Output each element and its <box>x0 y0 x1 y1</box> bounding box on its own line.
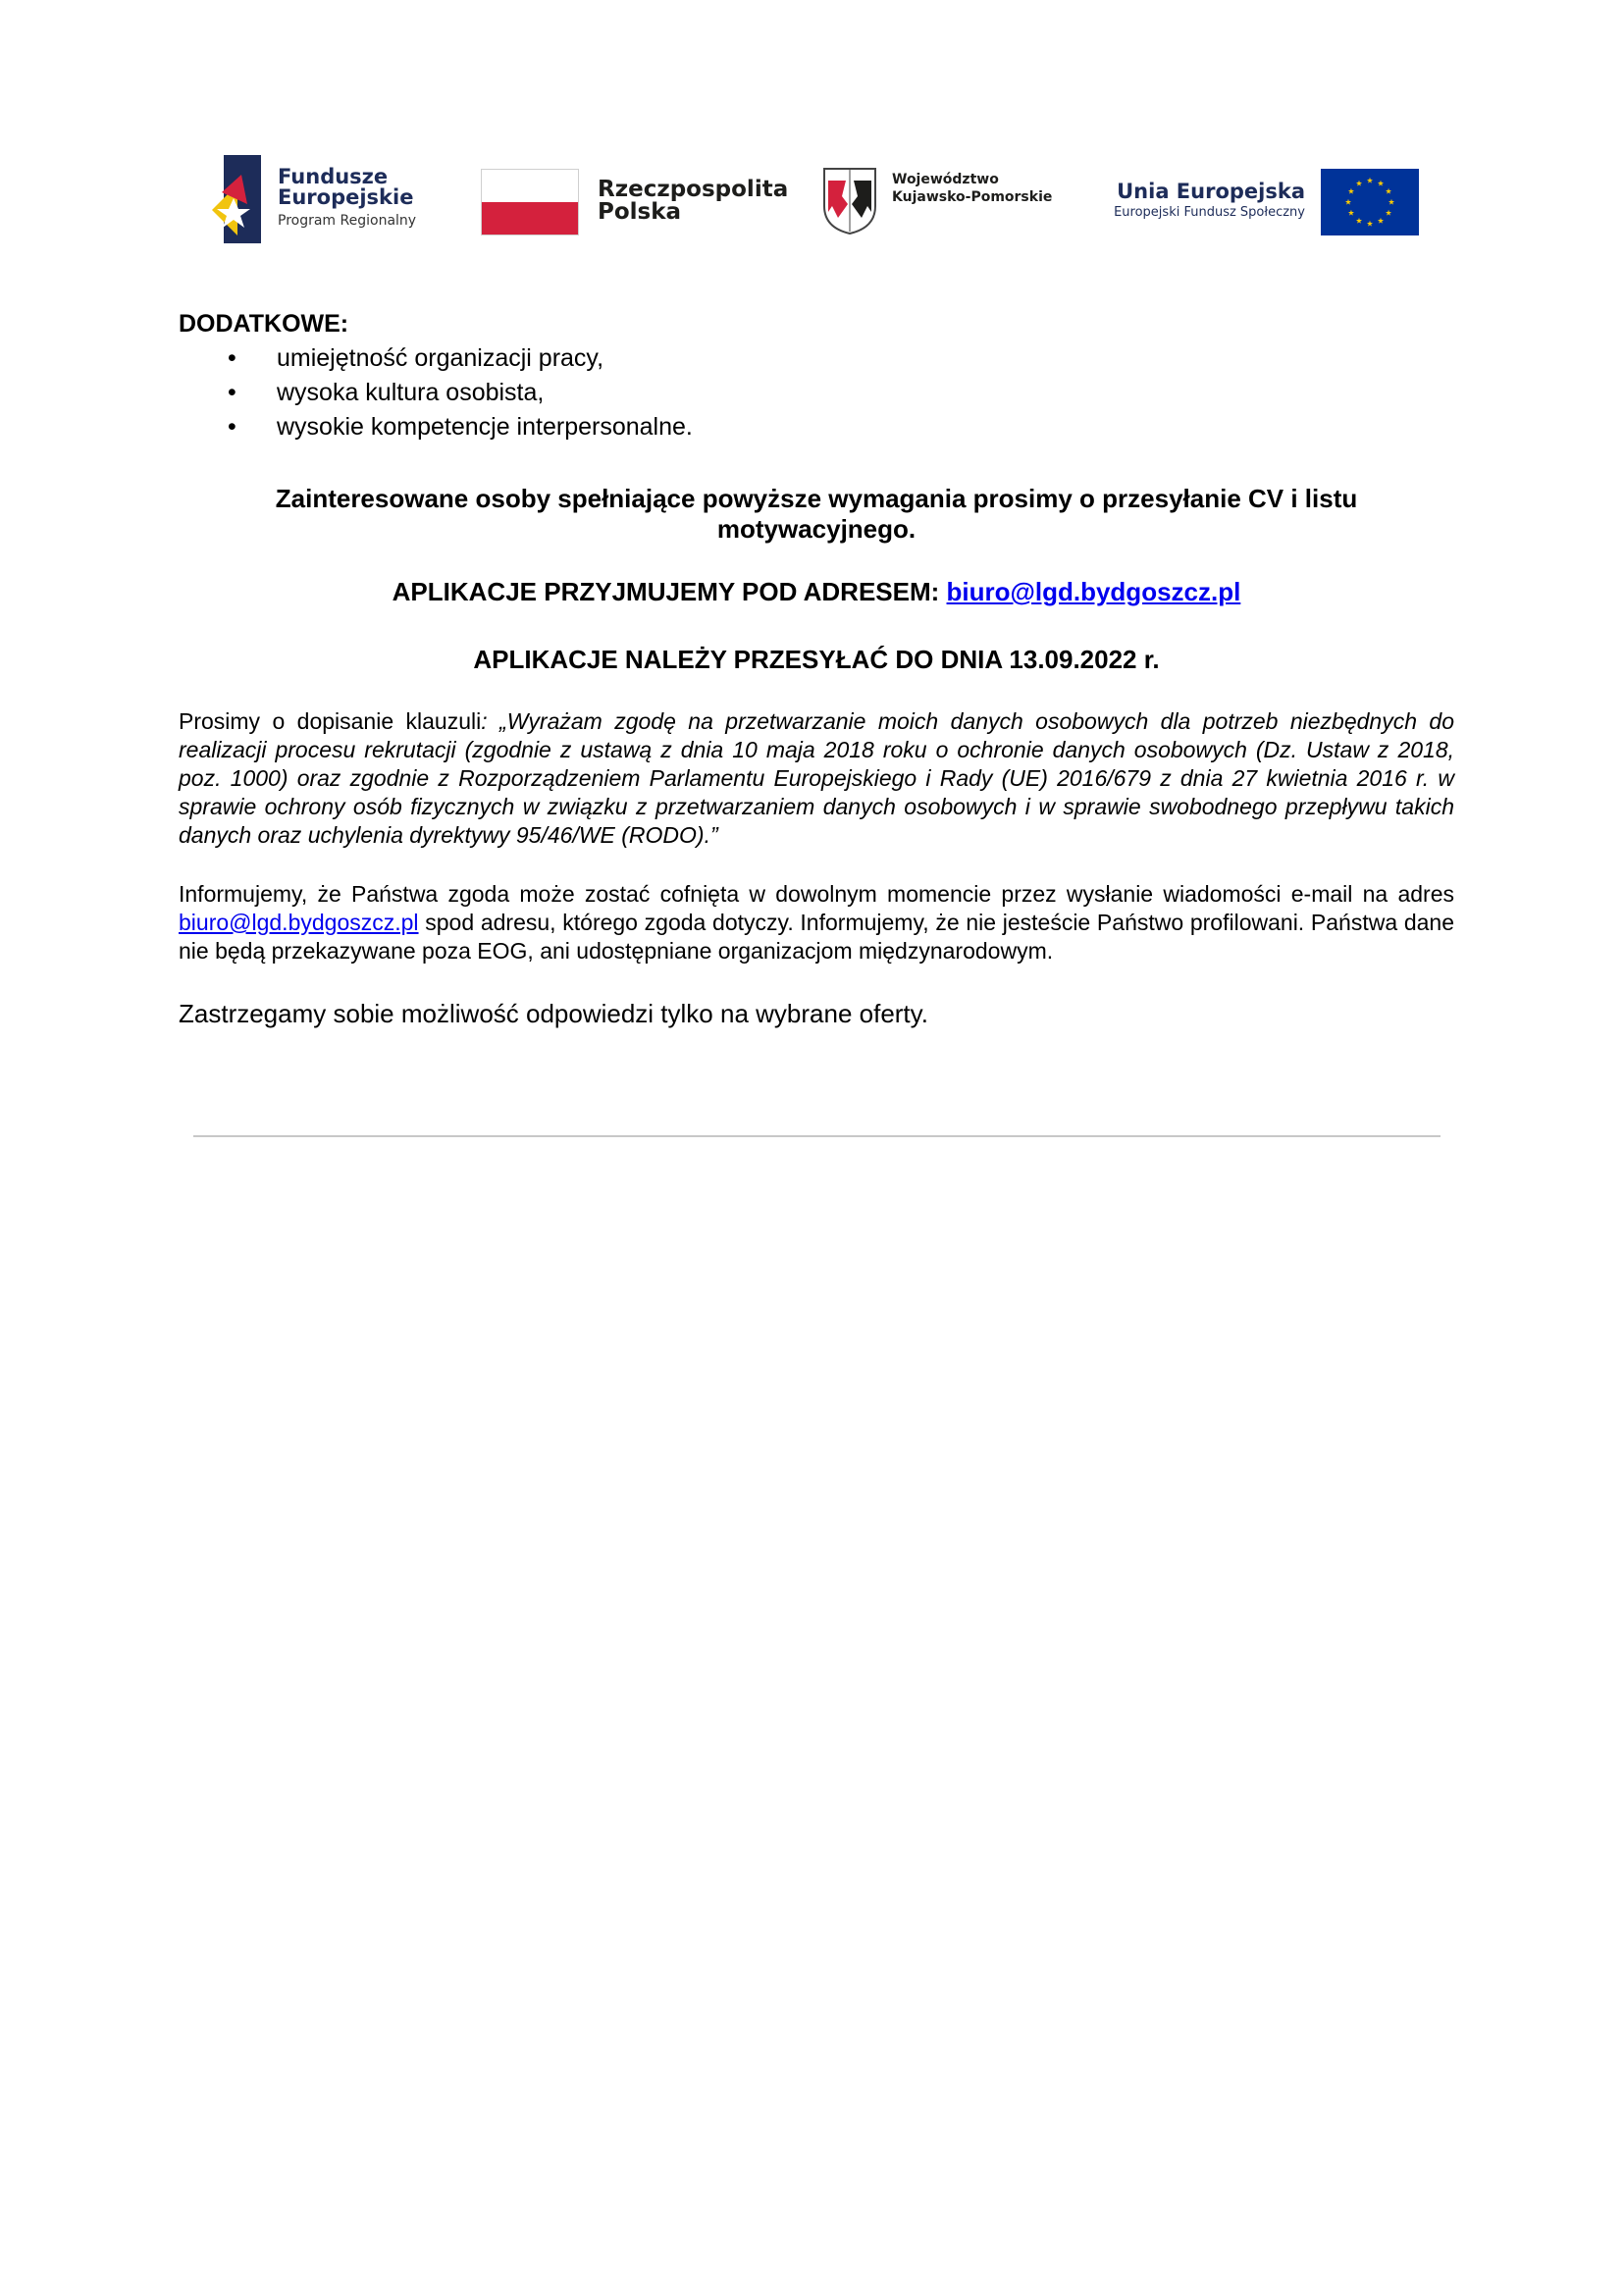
interest-paragraph: Zainteresowane osoby spełniające powyższe wymagania prosimy o przesyłanie CV i listu motywacyjnego. <box>275 484 1358 544</box>
deadline-line: APLIKACJE NALEŻY PRZESYŁAĆ DO DNIA 13.09.2022 r. <box>473 645 1160 674</box>
fundusze-europejskie-logo <box>212 155 261 243</box>
document-body <box>179 309 1454 1055</box>
list-item: • umiejętność organizacji pracy, <box>179 341 1454 376</box>
ue-line1: Unia Europejska <box>1117 180 1305 203</box>
clause-text: : „Wyrażam zgodę na przetwarzanie moich danych osobowych dla potrzeb niezbędnych do realizacji procesu rekrutacji (zgodnie z ustawą z dnia 10 maja 2018 roku o ochronie danych osobowych (Dz. Ustaw z 2018, poz. 1000) oraz zgodnie z Rozporządzeniem Parlamentu Europejskiego i Rady (UE) 2016/679 z dnia 27 kwietnia 2016 r. w sprawie ochrony osób fizycznych w związku z przetwarzaniem danych osobowych i w sprawie swobodnego przepływu takich danych oraz uchylenia dyrektywy 95/46/WE (RODO).” <box>179 708 1455 848</box>
address-line <box>179 577 1454 607</box>
fe-line1: Fundusze <box>278 165 389 188</box>
polish-flag-icon <box>481 169 579 235</box>
fe-line3: Program Regionalny <box>278 213 417 229</box>
list-item: • wysokie kompetencje interpersonalne. <box>179 410 1454 444</box>
information-paragraph <box>179 880 1454 965</box>
rzeczpospolita-text <box>598 179 788 224</box>
divider <box>193 1135 1441 1137</box>
address-label: APLIKACJE PRZYJMUJEMY POD ADRESEM: <box>392 577 947 606</box>
kp-line1: Województwo <box>892 172 999 187</box>
ue-line2: Europejski Fundusz Społeczny <box>1114 205 1305 220</box>
rp-line2: Polska <box>598 199 682 225</box>
consent-clause-paragraph <box>179 707 1454 850</box>
reservation-paragraph: Zastrzegamy sobie możliwość odpowiedzi tylko na wybrane oferty. <box>179 999 928 1028</box>
fe-line2: Europejskie <box>278 185 414 209</box>
clause-intro: Prosimy o dopisanie klauzuli <box>179 708 482 734</box>
inform-part1: Informujemy, że Państwa zgoda może zostać cofnięta w dowolnym momencie przez wysłanie wiadomości e-mail na adres <box>179 881 1454 907</box>
inform-part2: spod adresu, którego zgoda dotyczy. Informujemy, że nie jesteście Państwo profilowani. Państwa dane nie będą przekazywane poza EOG, ani udostępniane organizacjom międzynarodowym. <box>179 910 1454 964</box>
kujawsko-pomorskie-coat-of-arms-icon <box>822 167 877 235</box>
kp-line2: Kujawsko-Pomorskie <box>892 189 1053 205</box>
inform-email-link[interactable]: biuro@lgd.bydgoszcz.pl <box>179 910 419 935</box>
eu-flag-icon <box>1321 169 1419 235</box>
rp-line1: Rzeczpospolita <box>598 177 789 202</box>
list-item: • wysoka kultura osobista, <box>179 376 1454 410</box>
email-link[interactable]: biuro@lgd.bydgoszcz.pl <box>946 577 1241 606</box>
requirements-list <box>179 341 1454 444</box>
fundusze-europejskie-text <box>278 167 416 232</box>
section-heading: DODATKOWE: <box>179 310 349 338</box>
unia-europejska-text <box>1099 180 1305 220</box>
wojewodztwo-text <box>892 171 1052 206</box>
